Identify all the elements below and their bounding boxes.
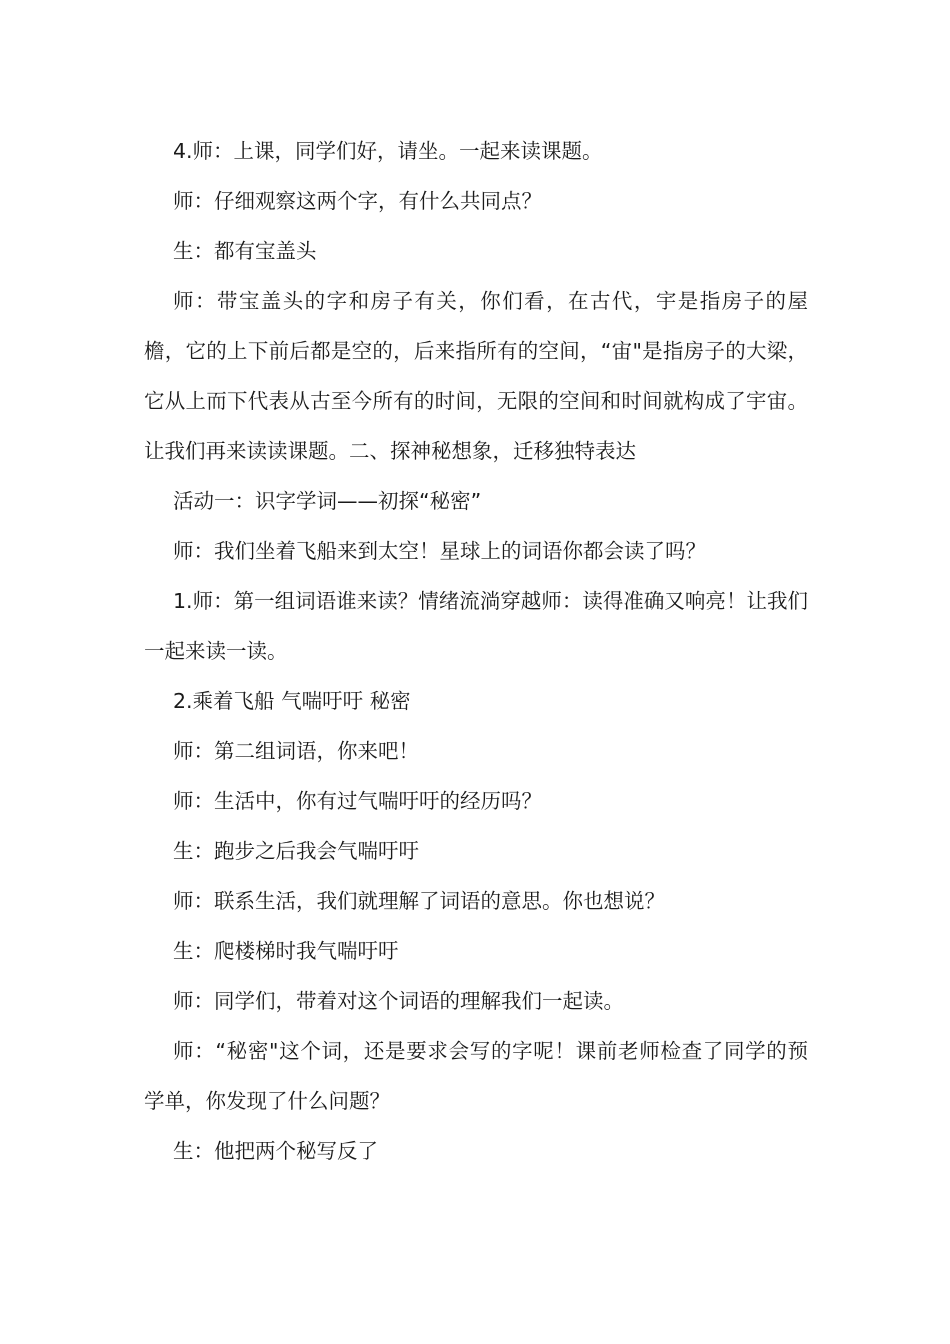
paragraph-3: 生：都有宝盖头 bbox=[173, 239, 317, 263]
paragraph-10: 师：生活中，你有过气喘吁吁的经历吗？ bbox=[173, 789, 542, 813]
paragraph-12: 师：联系生活，我们就理解了词语的意思。你也想说？ bbox=[173, 889, 665, 913]
paragraph-1: 4.师：上课，同学们好，请坐。一起来读课题。 bbox=[173, 139, 603, 163]
paragraph-9: 师：第二组词语，你来吧！ bbox=[173, 739, 419, 763]
paragraph-7: 1.师：第一组词语谁来读？情绪流淌穿越师：读得准确又响亮！让我们一起来读一读。 bbox=[144, 589, 808, 663]
paragraph-2: 师：仔细观察这两个字，有什么共同点？ bbox=[173, 189, 542, 213]
paragraph-15: 师：“秘密"这个词，还是要求会写的字呢！课前老师检查了同学的预学单，你发现了什么问题？ bbox=[144, 1039, 808, 1113]
paragraph-13: 生：爬楼梯时我气喘吁吁 bbox=[173, 939, 399, 963]
paragraph-16: 生：他把两个秘写反了 bbox=[173, 1139, 378, 1163]
document-body bbox=[144, 126, 808, 1176]
paragraph-4: 师：带宝盖头的字和房子有关，你们看，在古代，宇是指房子的屋檐，它的上下前后都是空的，后来指所有的空间，“宙"是指房子的大梁，它从上而下代表从古至今所有的时间，无限的空间和时间就构成了宇宙。让我们再来读读课题。二、探神秘想象，迁移独特表达 bbox=[144, 289, 808, 463]
paragraph-11: 生：跑步之后我会气喘吁吁 bbox=[173, 839, 419, 863]
paragraph-5: 活动一：识字学词——初探“秘密” bbox=[173, 489, 482, 513]
paragraph-14: 师：同学们，带着对这个词语的理解我们一起读。 bbox=[173, 989, 624, 1013]
paragraph-6: 师：我们坐着飞船来到太空！星球上的词语你都会读了吗？ bbox=[173, 539, 706, 563]
paragraph-8: 2.乘着飞船 气喘吁吁 秘密 bbox=[173, 689, 411, 713]
